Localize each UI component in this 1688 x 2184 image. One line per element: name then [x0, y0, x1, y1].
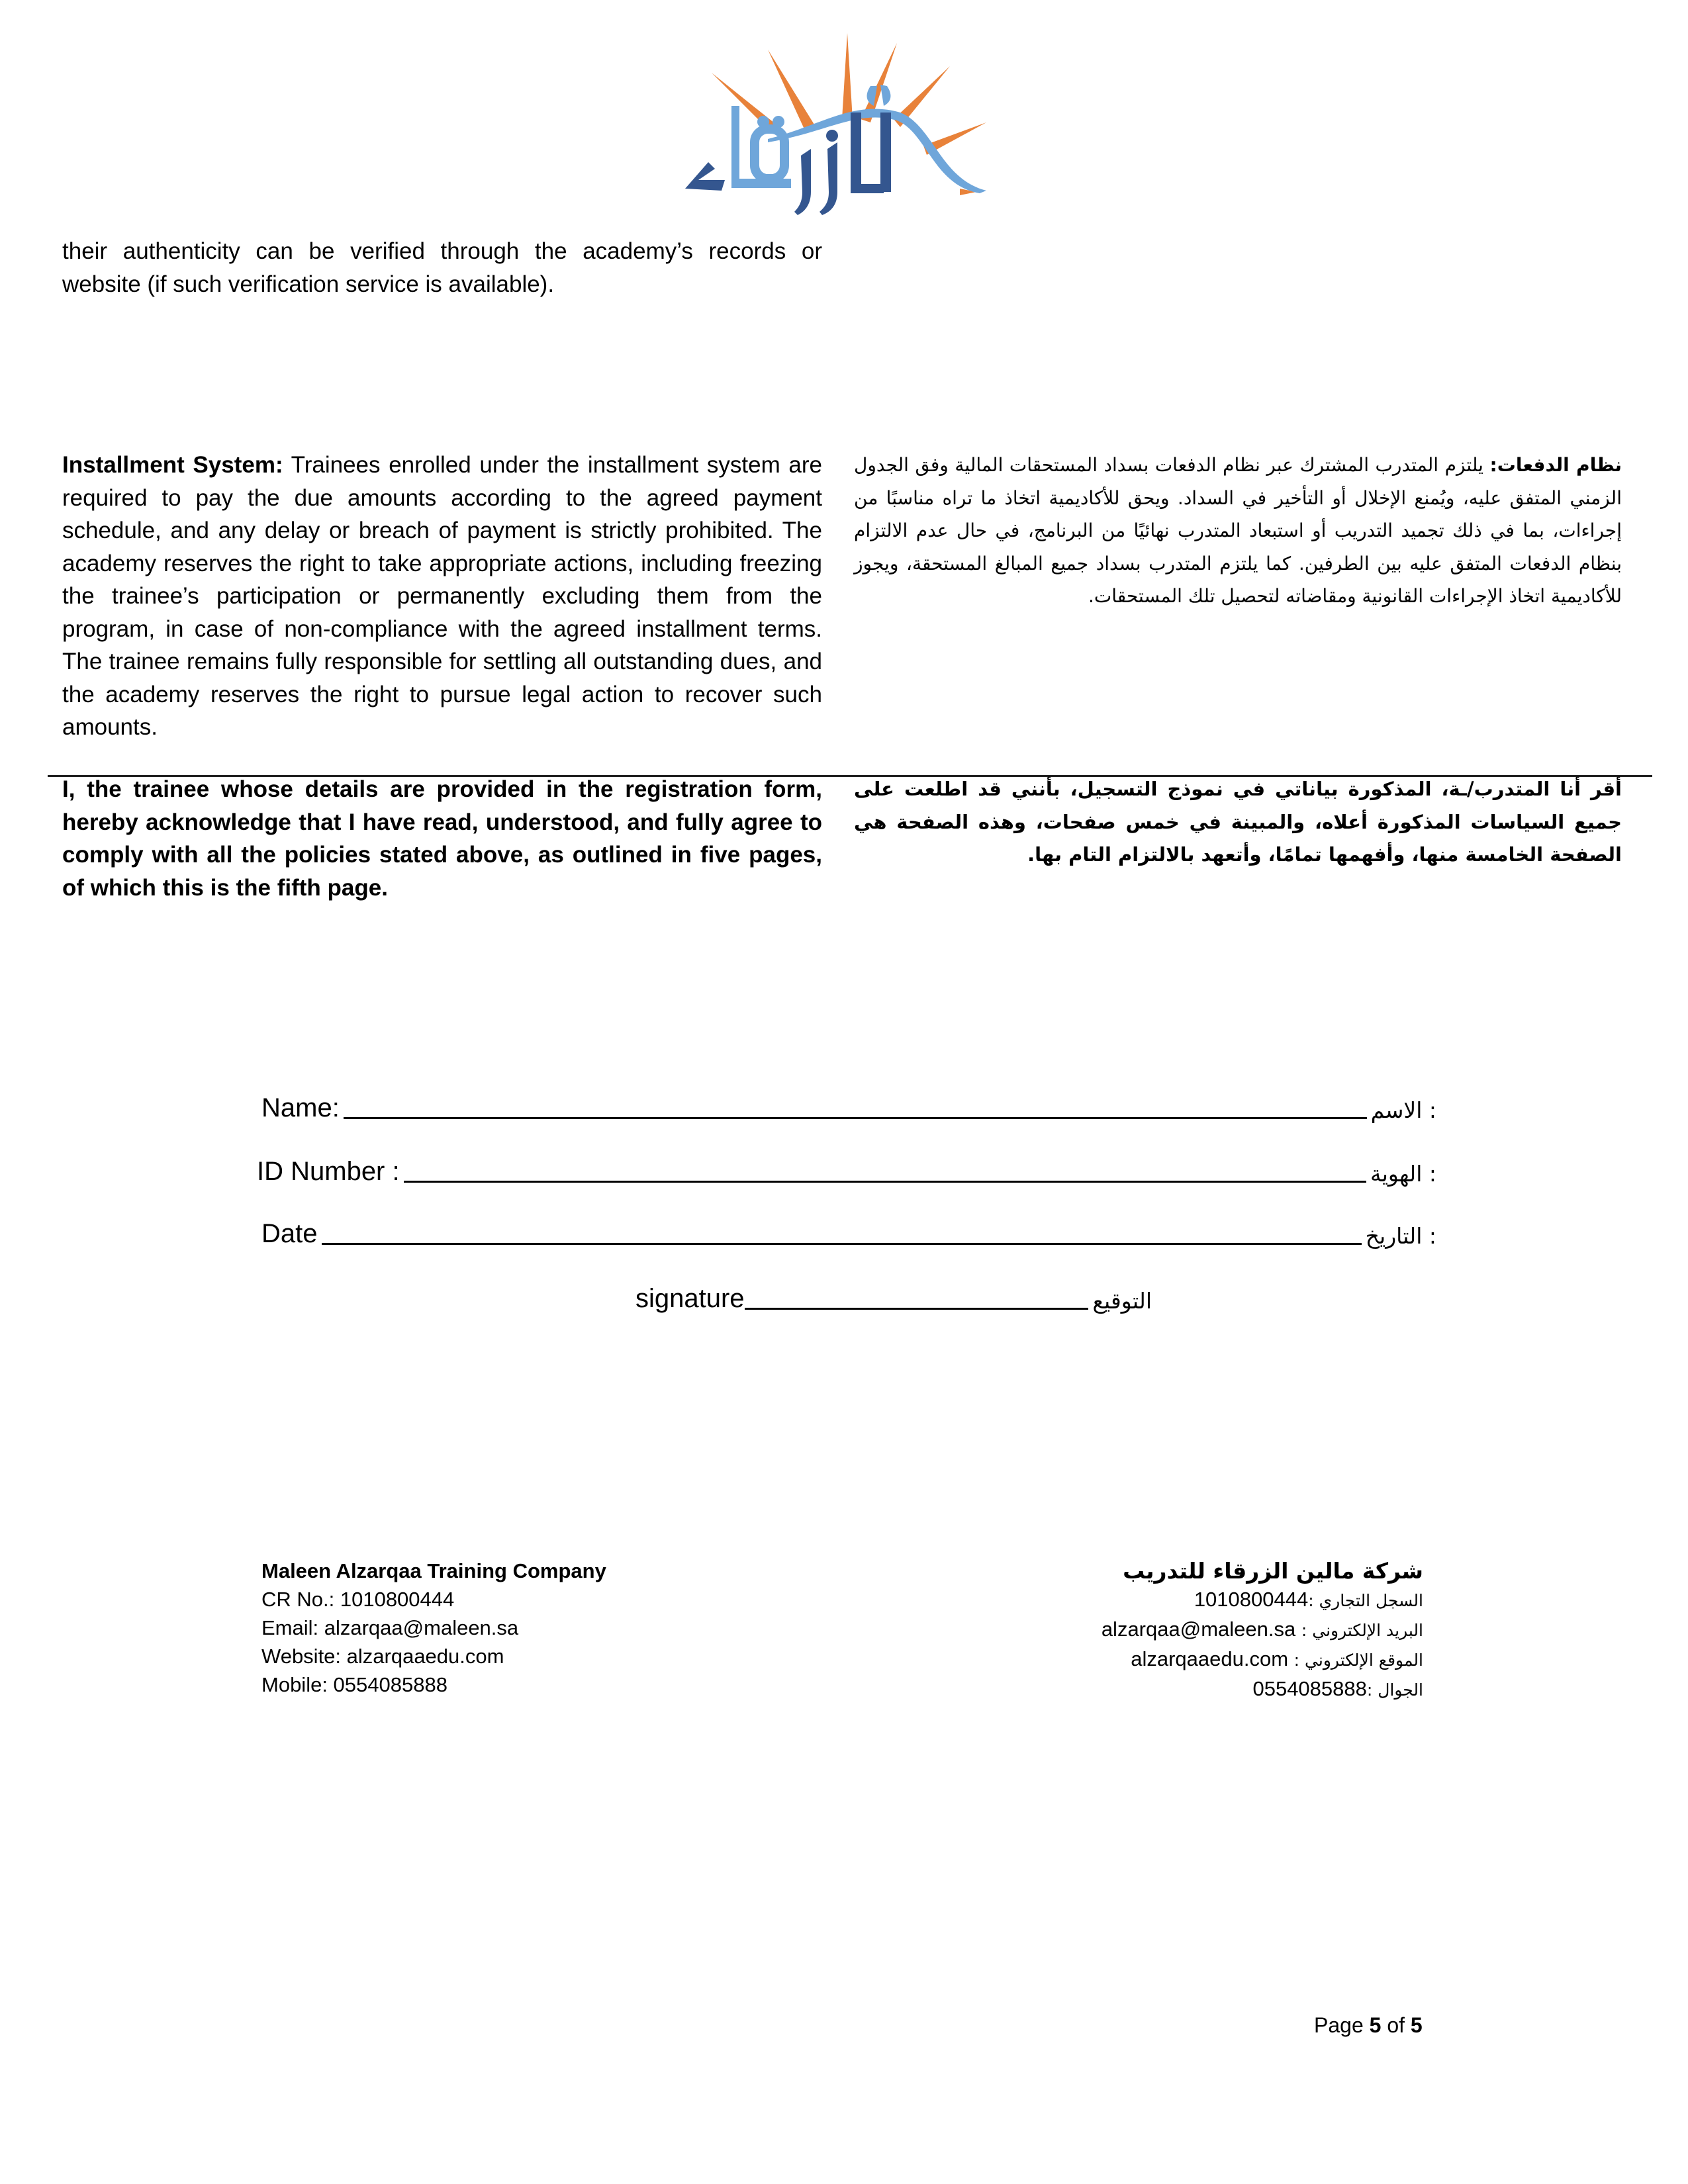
signature-field-row	[635, 1284, 1152, 1314]
signature-label: signature	[635, 1284, 745, 1313]
mobile-ar	[993, 1674, 1423, 1704]
date-field-row	[261, 1219, 1436, 1249]
installment-body-en: Trainees enrolled under the installment system are required to pay the due amounts according to the agreed payment schedule, and any delay or breach of payment is strictly prohibited. The academy reserves the right to take appropriate actions, including freezing the trainee’s participation or permanently excluding them from the program, in case of non-compliance with the agreed installment terms. The trainee remains fully responsible for settling all outstanding dues, and the academy reserves the right to pursue legal action to recover such amounts.	[62, 452, 822, 740]
id-number-label-ar: : الهوية	[1370, 1161, 1436, 1187]
mobile-value: 0554085888	[1252, 1677, 1367, 1700]
date-label: Date	[261, 1219, 318, 1248]
company-info-ar	[993, 1557, 1423, 1704]
date-label-ar: : التاريخ	[1365, 1223, 1436, 1249]
page-sep: of	[1381, 2013, 1411, 2037]
name-label-ar: : الاسم	[1370, 1097, 1436, 1123]
cr-number-en: CR No.: 1010800444	[261, 1588, 455, 1611]
installment-body-ar: يلتزم المتدرب المشترك عبر نظام الدفعات بسداد المستحقات المالية وفق الجدول الزمني المتفق عليه، ويُمنع الإخلال أو التأخير في السداد. ويحق للأكاديمية اتخاذ ما تراه مناسبًا من إجراءات، بما في ذلك تجميد التدريب أو استبعاد المتدرب نهائيًا من البرنامج، في حال عدم الالتزام بنظام الدفعات المتفق عليه بين الطرفين. كما يلتزم المتدرب بسداد جميع المبالغ المستحقة، ويجوز للأكاديمية اتخاذ الإجراءات القانونية ومقاضاته لتحصيل تلك المستحقات.	[854, 454, 1622, 607]
installment-heading-en: Installment System:	[62, 452, 283, 478]
id-number-label: ID Number :	[257, 1157, 400, 1186]
name-input-line[interactable]	[344, 1117, 1367, 1119]
page-number	[1314, 2013, 1423, 2038]
signature-label-ar: التوقيع	[1092, 1288, 1152, 1314]
mobile-en: Mobile: 0554085888	[261, 1673, 447, 1696]
alzarqaa-logo	[669, 13, 1039, 218]
website-value: alzarqaaedu.com	[1131, 1647, 1289, 1670]
date-input-line[interactable]	[322, 1243, 1362, 1245]
page-current: 5	[1369, 2013, 1382, 2037]
acknowledgement-ar: أقر أنا المتدرب/ـة، المذكورة بياناتي في نموذج التسجيل، بأنني قد اطلعت على جميع السياسات المذكورة أعلاه، والمبينة في خمس صفحات، وهذه الصفحة هي الصفحة الخامسة منها، وأفهمها تمامًا، وأتعهد بالالتزام التام بها.	[854, 778, 1622, 866]
company-info-en	[261, 1557, 725, 1699]
website-ar	[993, 1645, 1423, 1674]
company-name-en: Maleen Alzarqaa Training Company	[261, 1559, 606, 1582]
email-label-ar: البريد الإلكتروني :	[1301, 1621, 1423, 1640]
installment-paragraph-ar	[854, 449, 1622, 613]
email-ar	[993, 1615, 1423, 1645]
website-label-ar: الموقع الإلكتروني :	[1293, 1651, 1423, 1670]
cr-number-ar	[993, 1585, 1423, 1615]
cr-label-ar: السجل التجاري :	[1308, 1591, 1423, 1610]
continuation-paragraph: their authenticity can be verified through the academy’s records or website (if such verification service is available).	[62, 238, 822, 297]
page-prefix: Page	[1314, 2013, 1370, 2037]
name-label: Name:	[261, 1093, 340, 1122]
installment-heading-ar: نظام الدفعات:	[1489, 454, 1622, 476]
company-name-ar: شركة مالين الزرقاء للتدريب	[1123, 1558, 1423, 1584]
email-value: alzarqaa@maleen.sa	[1101, 1617, 1296, 1641]
id-number-field-row	[257, 1157, 1436, 1187]
cr-value: 1010800444	[1194, 1588, 1309, 1611]
id-number-input-line[interactable]	[404, 1181, 1366, 1183]
page-total: 5	[1410, 2013, 1423, 2037]
website-en: Website: alzarqaaedu.com	[261, 1645, 504, 1668]
name-field-row	[261, 1093, 1436, 1123]
mobile-label-ar: الجوال :	[1366, 1680, 1423, 1700]
installment-paragraph-en	[62, 449, 822, 744]
email-en: Email: alzarqaa@maleen.sa	[261, 1616, 519, 1639]
acknowledgement-en: I, the trainee whose details are provided in the registration form, hereby acknowledge that I have read, understood, and fully agree to comply with all the policies stated above, as outlined in five pages, of which this is the fifth page.	[62, 776, 822, 901]
signature-input-line[interactable]	[745, 1308, 1089, 1310]
